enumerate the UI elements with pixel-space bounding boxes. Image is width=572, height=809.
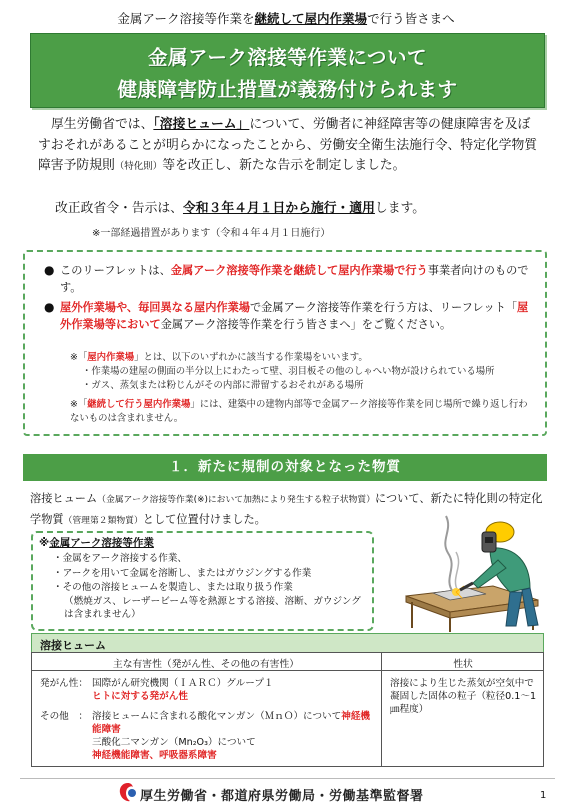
enact-date: 令和３年４月１日から施行・適用 (182, 201, 375, 216)
carcinogenicity-label: 発がん性： (40, 678, 88, 689)
bullet2-c: 屋外作業場等において (60, 301, 529, 331)
bullet1-c: 事業者向けのものです。 (60, 264, 529, 294)
note2-b: 継続して行う屋内作業場 (87, 399, 191, 410)
definition-title (39, 535, 154, 550)
note2-c: 」には、建築中の建物内部等で金属アーク溶接等作業を同じ場所で繰り返し行わないものは含まれません。 (70, 399, 528, 424)
definition-item: ・金属をアーク溶接する作業、 (53, 553, 188, 564)
note1-b: 屋内作業場 (87, 352, 135, 363)
notice-bullet-1 (44, 262, 530, 296)
note-indoor (70, 351, 530, 393)
section-heading-text: １．新たに規制の対象となった物質 (169, 459, 401, 475)
audience-post: で行う皆さまへ (367, 11, 455, 26)
property-cell: 溶接により生じた蒸気が空気中で凝固した固体の粒子（粒径0.1～1㎛程度） (390, 678, 537, 715)
bullet2-b: で金属アーク溶接等作業を行う方は、リーフレット「 (249, 301, 518, 314)
bullet1-b: 金属アーク溶接等作業を継続して屋内作業場で行う (170, 264, 428, 277)
carc-text: 国際がん研究機関（ＩＡＲＣ）グループ１ (92, 678, 274, 689)
note2-a: ※「 (70, 399, 88, 410)
carcinogenicity-cell (92, 677, 377, 703)
section-heading (23, 454, 547, 481)
enact-c: します。 (374, 201, 426, 216)
transition-note: ※一部経過措置があります（令和４年４月１日施行） (92, 228, 331, 239)
other-hazard-label: その他 ： (40, 711, 88, 722)
bullet2-a: 屋外作業場や、毎回異なる屋内作業場 (60, 301, 250, 314)
carc-red: ヒトに対する発がん性 (92, 691, 188, 702)
table-header-property: 性状 (453, 659, 473, 670)
enactment-line (55, 197, 535, 216)
note1-item1: ・作業場の建屋の側面の半分以上にわたって壁、羽目板その他のしゃへい物が設けられている場所 (82, 366, 495, 377)
definition-item: ・アークを用いて金属を溶断し、またはガウジングする作業 (53, 568, 312, 579)
audience-line (0, 9, 572, 27)
desc-a: 溶接ヒューム (30, 492, 98, 505)
other-text1: 溶接ヒュームに含まれる酸化マンガン（ＭｎＯ）について (92, 711, 342, 722)
def-title-text: 金属アーク溶接等作業 (49, 537, 154, 549)
audience-pre: 金属アーク溶接等作業を (117, 11, 255, 26)
audience-bold: 継続して屋内作業場 (254, 11, 368, 26)
enact-a: 改正政省令・告示は、 (55, 201, 183, 216)
title-banner (30, 33, 545, 108)
table-title-bar (31, 633, 544, 653)
intro-text-a: 厚生労働省では、 (51, 117, 154, 132)
ministry-logo-icon (118, 781, 138, 803)
table-title: 溶接ヒューム (40, 639, 106, 652)
banner-title-line1: 金属アーク溶接等作業について (147, 46, 428, 69)
table-divider (31, 670, 544, 671)
desc-c: として位置付けました。 (142, 513, 266, 526)
desc-b: について、新たに特化則の特定化学物質 (30, 492, 543, 526)
intro-text-c: 等を改正し、新たな告示を制定しました。 (162, 158, 406, 173)
bullet1-a: このリーフレットは、 (60, 264, 171, 277)
page-number: 1 (540, 790, 547, 801)
table-header-hazard: 主な有害性（発がん性、その他の有害性） (112, 659, 300, 670)
other-hazard-cell (92, 710, 377, 762)
bullet2-d: 金属アーク溶接等作業を行う皆さまへ」をご覧ください。 (160, 318, 452, 331)
definition-item-note: （燃焼ガス、レーザービーム等を熱源とする溶接、溶断、ガウジングは含まれません） (64, 596, 361, 620)
banner-title-line2: 健康障害防止措置が義務付けられます (117, 78, 458, 101)
intro-term: 「溶接ヒューム」 (153, 117, 250, 132)
other-red1: 神経機能障害 (92, 711, 371, 735)
note1-item2: ・ガス、蒸気または粉じんがその内部に滞留するおそれがある場所 (82, 380, 364, 391)
note-continuous (70, 398, 530, 426)
bullet-dot: ● (44, 300, 55, 314)
footer-authority: 厚生労働省・都道府県労働局・労働基準監督署 (140, 789, 424, 804)
footer-divider (20, 778, 555, 779)
note1-c: 」とは、以下のいずれかに該当する作業場をいいます。 (134, 352, 368, 363)
definition-item: ・その他の溶接ヒュームを製造し、または取り扱う作業 (53, 582, 293, 593)
note1-a: ※「 (70, 352, 88, 363)
welder-illustration (398, 508, 548, 633)
desc-small2: （管理第２類物質） (63, 516, 143, 526)
intro-paragraph (38, 115, 538, 178)
other-text2: 三酸化二マンガン（Mn₂O₃）について (92, 737, 256, 748)
desc-small1: （金属アーク溶接等作業(※)において加熱により発生する粒子状物質） (97, 495, 376, 505)
notice-bullet-2 (44, 299, 530, 333)
other-red2: 神経機能障害、呼吸器系障害 (92, 750, 217, 761)
intro-text-b: について、労働者に神経障害等の健康障害を及ぼすおそれがあることが明らかになったことから、労働安全衛生法施行令、特定化学物質障害予防規則 (38, 117, 538, 173)
intro-small: （特化則） (114, 161, 163, 172)
def-mark: ※ (39, 537, 50, 549)
bullet-dot: ● (44, 263, 55, 277)
